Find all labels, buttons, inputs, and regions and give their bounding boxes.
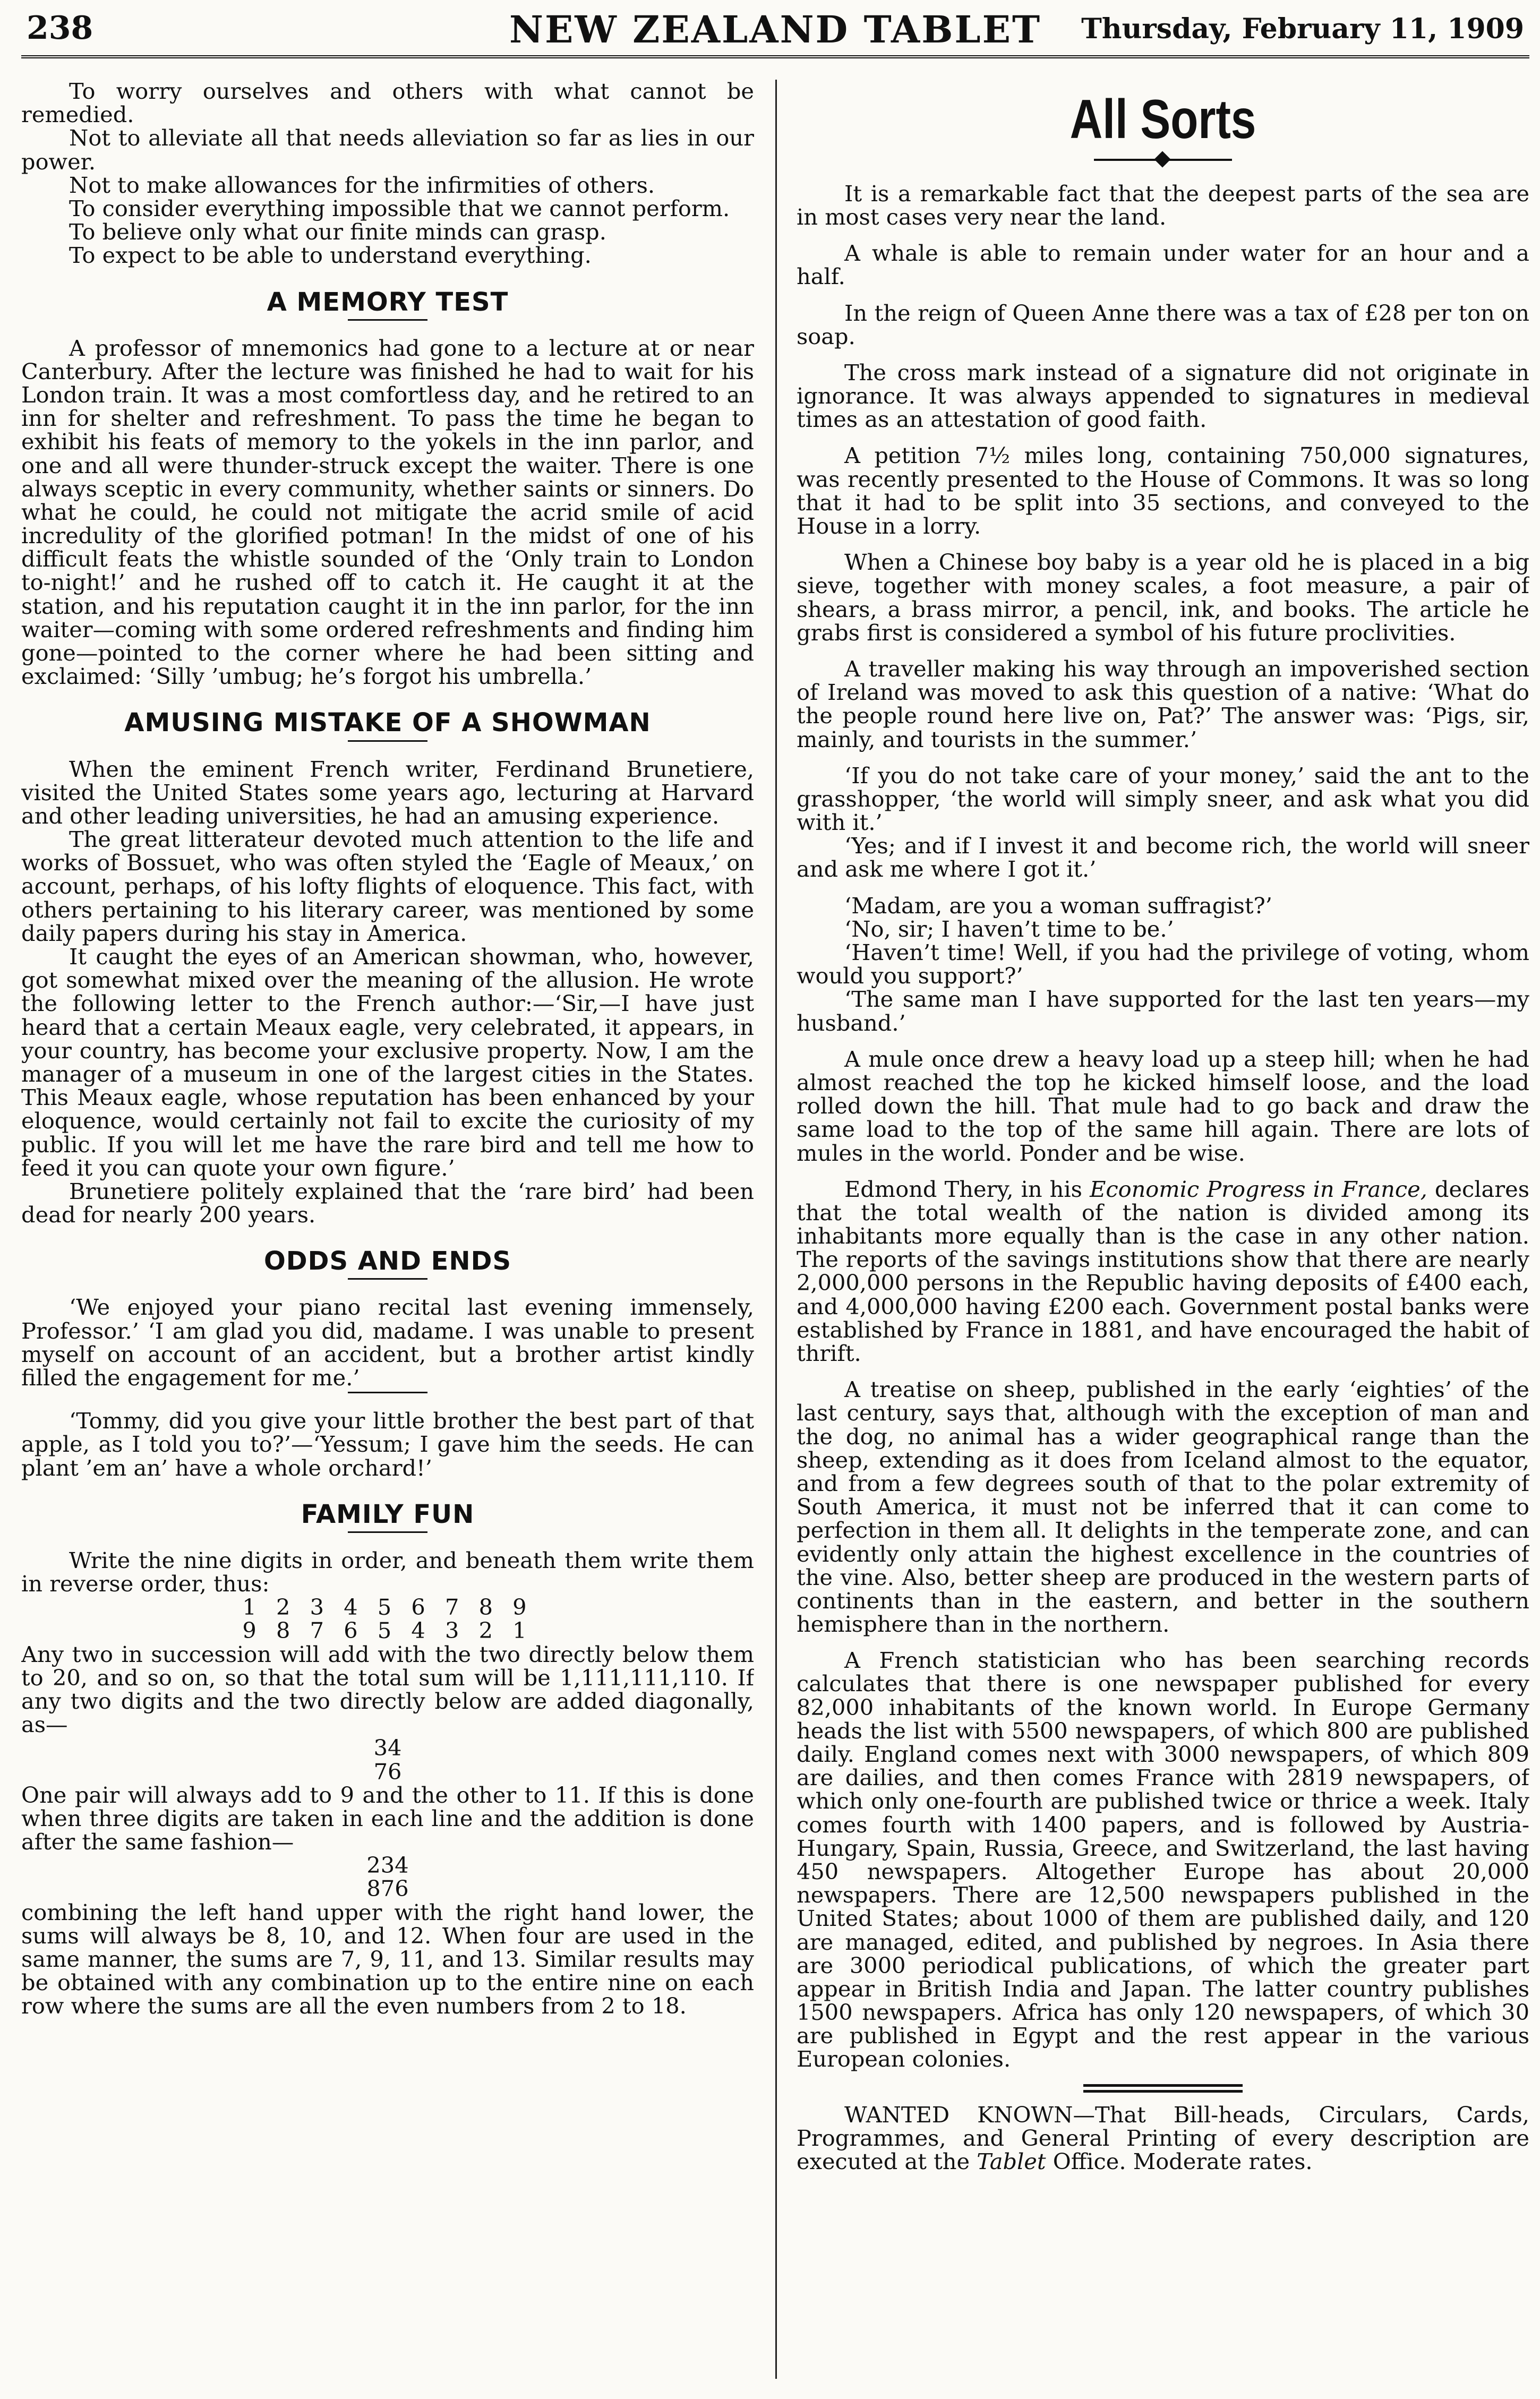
column-divider [775,80,777,2379]
ant-dialogue-line: ‘Yes; and if I invest it and become rich, the world will sneer and ask me where I got it.’ [797,833,1529,883]
family-fun-paragraph: combining the left hand upper with the right hand lower, the sums will always be 8, 10, and 12. When four are used in the same manner, the sums are 7, 9, 11, and 13. Similar results may be obtained with any combination up to the entire nine on each row where the sums are all the even numbers from 2 to 18. [21,1899,754,2019]
memory-test-heading: A MEMORY TEST [267,287,509,317]
thery-text: Edmond Thery, in his [844,1176,1090,1202]
odds-paragraph: ‘We enjoyed your piano recital last evening immensely, Professor.’ ‘I am glad you did, madame. I was unable to present myself on account of an accident, but a brother artist kindly filled the engagement for me.’ [21,1294,754,1391]
heading-rule [348,1278,427,1280]
all-sorts-heading: All Sorts [1070,89,1256,150]
suffragist-dialogue-line: ‘No, sir; I haven’t time to be.’ [844,915,1174,942]
advert-text: WANTED KNOWN—That Bill-heads, Circulars, Cards, Programmes, and General Printing of every description are executed at the [797,2101,1529,2174]
intro-line: To consider everything impossible that we cannot perform. [69,195,730,221]
family-fun-paragraph: One pair will always add to 9 and the other to 11. If this is done when three digits are taken in each line and the addition is done after the same fashion— [21,1781,754,1855]
family-fun-paragraph: Any two in succession will add with the two directly below them to 20, and so on, so that the total sum will be 1,111,111,110. If any two digits and the two directly below are added diagonally, as— [21,1641,754,1738]
example-number: 876 [366,1875,409,1902]
all-sorts-item: A traveller making his way through an impoverished section of Ireland was moved to ask this question of a native: ‘What do the people round here live on, Pat?’ The answer was: ‘Pigs, sir, mainly, and tourists in the summer.’ [797,655,1529,752]
heading-rule [348,740,427,742]
double-rule [1083,2084,1243,2093]
newspaper-page [21,0,1540,2399]
advert-text: Office. Moderate rates. [1046,2148,1313,2174]
digits-forward: 1 2 3 4 5 6 7 8 9 [242,1594,533,1621]
suffragist-dialogue-line: ‘The same man I have supported for the last ten years—my husband.’ [797,986,1529,1036]
digits-reverse: 9 8 7 6 5 4 3 2 1 [242,1617,533,1644]
suffragist-dialogue-line: ‘Madam, are you a woman suffragist?’ [844,892,1272,919]
example-number: 234 [366,1852,409,1879]
intro-line: To expect to be able to understand everything. [69,242,592,269]
sheep-item: A treatise on sheep, published in the early ‘eighties’ of the last century, says that, although with the exception of man and the dog, no animal has a wider geographical range than the sheep, extending as it does from Iceland almost to the equator, and from a few degrees south of that to the polar extremity of South America, it must not be inferred that it can come to perfection in them all. It delights in the temperate zone, and can evidently only attain the highest excellence in the countries of the vine. Also, better sheep are produced in the western parts of continents than in the eastern, and better in the southern hemisphere than in the northern. [797,1376,1529,1638]
intro-line: Not to alleviate all that needs alleviation so far as lies in our power. [21,125,754,175]
issue-date: Thursday, February 11, 1909 [1081,13,1524,45]
intro-line: To worry ourselves and others with what cannot be remedied. [21,80,754,128]
family-fun-heading: FAMILY FUN [301,1499,475,1529]
showman-heading: AMUSING MISTAKE OF A SHOWMAN [124,708,651,738]
all-sorts-item: In the reign of Queen Anne there was a tax of £28 per ton on soap. [797,299,1529,349]
all-sorts-item: A petition 7½ miles long, containing 750,000 signatures, was recently presented to the House of Commons. It was so long that it had to be split into 35 sections, and conveyed to the House in a lorry. [797,442,1529,539]
newspapers-item: A French statistician who has been searching records calculates that there is one newspaper published for every 82,000 inhabitants of the known world. In Europe Germany heads the list with 5500 newspapers, of which 800 are published daily. England comes next with 3000 newspapers, of which 809 are dailies, and then comes France with 2819 newspapers, of which only one-fourth are published twice or thrice a week. Italy comes fourth with 1400 papers, and is followed by Austria-Hungary, Spain, Russia, Greece, and Switzerland, the last having 450 newspapers. Altogether Europe has about 20,000 newspapers. There are 12,500 newspapers published in the United States; about 1000 of them are published daily, and 120 are managed, edited, and published by negroes. In Asia there are 3000 periodical publications, of which the greater part appear in British India and Japan. The latter country publishes 1500 newspapers. Africa has only 120 newspapers, of which 30 are published in Egypt and the rest appear in the various European colonies. [797,1647,1529,2072]
odds-and-ends-heading: ODDS AND ENDS [263,1246,512,1276]
mule-item: A mule once drew a heavy load up a steep hill; when he had almost reached the top he kicked himself loose, and the load rolled down the hill. That mule had to go back and draw the same load to the top of the same hill again. There are lots of mules in the world. Ponder and be wise. [797,1046,1529,1166]
showman-paragraph: The great litterateur devoted much attention to the life and works of Bossuet, who was often styled the ‘Eagle of Meaux,’ on account, perhaps, of his lofty flights of eloquence. This fact, with others pertaining to his literary career, was mentioned by some daily papers during his stay in America. [21,826,754,946]
all-sorts-item: It is a remarkable fact that the deepest parts of the sea are in most cases very near the land. [797,180,1529,230]
right-column [797,80,1529,2389]
thery-text: declares that the total wealth of the nation is divided among its inhabitants more equally than is the case in any other nation. The reports of the savings institutions show that there are nearly 2,000,000 persons in the Republic having deposits of £400 each, and 4,000,000 having £200 each. Government postal banks were established by France in 1881, and have encouraged the habit of thrift. [797,1176,1529,1366]
advert-tablet-name: Tablet [977,2148,1046,2174]
family-fun-paragraph: Write the nine digits in order, and beneath them write them in reverse order, thus: [21,1547,754,1597]
diamond-ornament-icon [1154,151,1170,167]
separator-rule [348,1392,427,1393]
showman-paragraph: When the eminent French writer, Ferdinand Brunetiere, visited the United States some years ago, lecturing at Harvard and other leading universities, he had an amusing experience. [21,756,754,829]
memory-test-body: A professor of mnemonics had gone to a lecture at or near Canterbury. After the lecture was finished he had to wait for his London train. It was a most comfortless day, and he retired to an inn for shelter and refreshment. To pass the time he began to exhibit his feats of memory to the yokels in the inn parlor, and one and all were thunder-struck except the waiter. There is one always sceptic in every community, whether saints or sinners. Do what he could, he could not mitigate the acrid smile of acid incredulity of the glorified potman! In the midst of one of his difficult feats the whistle sounded of the ‘Only train to London to-night!’ and he rushed off to catch it. He caught it at the station, and his reputation caught it in the inn parlor, for the inn waiter—coming with some ordered refreshments and finding him gone—pointed to the corner where he had been sitting and exclaimed: ‘Silly ’umbug; he’s forgot his umbrella.’ [21,335,754,690]
heading-rule [348,1531,427,1533]
diamond-rule [1094,159,1232,161]
example-number: 76 [373,1758,402,1785]
showman-paragraph: Brunetiere politely explained that the ‘rare bird’ had been dead for nearly 200 years. [21,1178,754,1228]
intro-line: Not to make allowances for the infirmities of others. [69,172,655,198]
all-sorts-item: The cross mark instead of a signature did not originate in ignorance. It was always appended to signatures in medieval times as an attestation of good faith. [797,359,1529,433]
thery-item [797,1178,1529,1366]
thery-book-title: Economic Progress in France, [1090,1176,1427,1202]
all-sorts-item: When a Chinese boy baby is a year old he is placed in a big sieve, together with money scales, a foot measure, a pair of shears, a brass mirror, a pencil, ink, and books. The article he grabs first is considered a symbol of his future proclivities. [797,549,1529,646]
ant-dialogue-line: ‘If you do not take care of your money,’ said the ant to the grasshopper, ‘the world will simply sneer, and ask what you did with it.’ [797,762,1529,836]
odds-paragraph: ‘Tommy, did you give your little brother the best part of that apple, as I told you to?’—‘Yessum; I gave him the seeds. He can plant ’em an’ have a whole orchard!’ [21,1408,754,1481]
example-number: 34 [373,1735,402,1761]
newspaper-title: NEW ZEALAND TABLET [509,7,1042,52]
page-number: 238 [27,10,93,47]
showman-paragraph: It caught the eyes of an American showman, who, however, got somewhat mixed over the meaning of the allusion. He wrote the following letter to the French author:—‘Sir,—I have just heard that a certain Meaux eagle, very celebrated, it appears, in your country, has become your exclusive property. Now, I am the manager of a museum in one of the largest cities in the States. This Meaux eagle, whose reputation has been enhanced by your eloquence, would certainly not fail to excite the curiosity of my public. If you will let me have the rare bird and tell me how to feed it you can quote your own figure.’ [21,944,754,1181]
masthead [21,4,1529,58]
intro-line: To believe only what our finite minds can grasp. [69,219,606,245]
heading-rule [348,319,427,321]
all-sorts-item: A whale is able to remain under water for an hour and a half. [797,240,1529,290]
left-column [21,80,754,2389]
suffragist-dialogue-line: ‘Haven’t time! Well, if you had the privilege of voting, whom would you support?’ [797,939,1529,989]
wanted-known-advert [797,2103,1529,2174]
